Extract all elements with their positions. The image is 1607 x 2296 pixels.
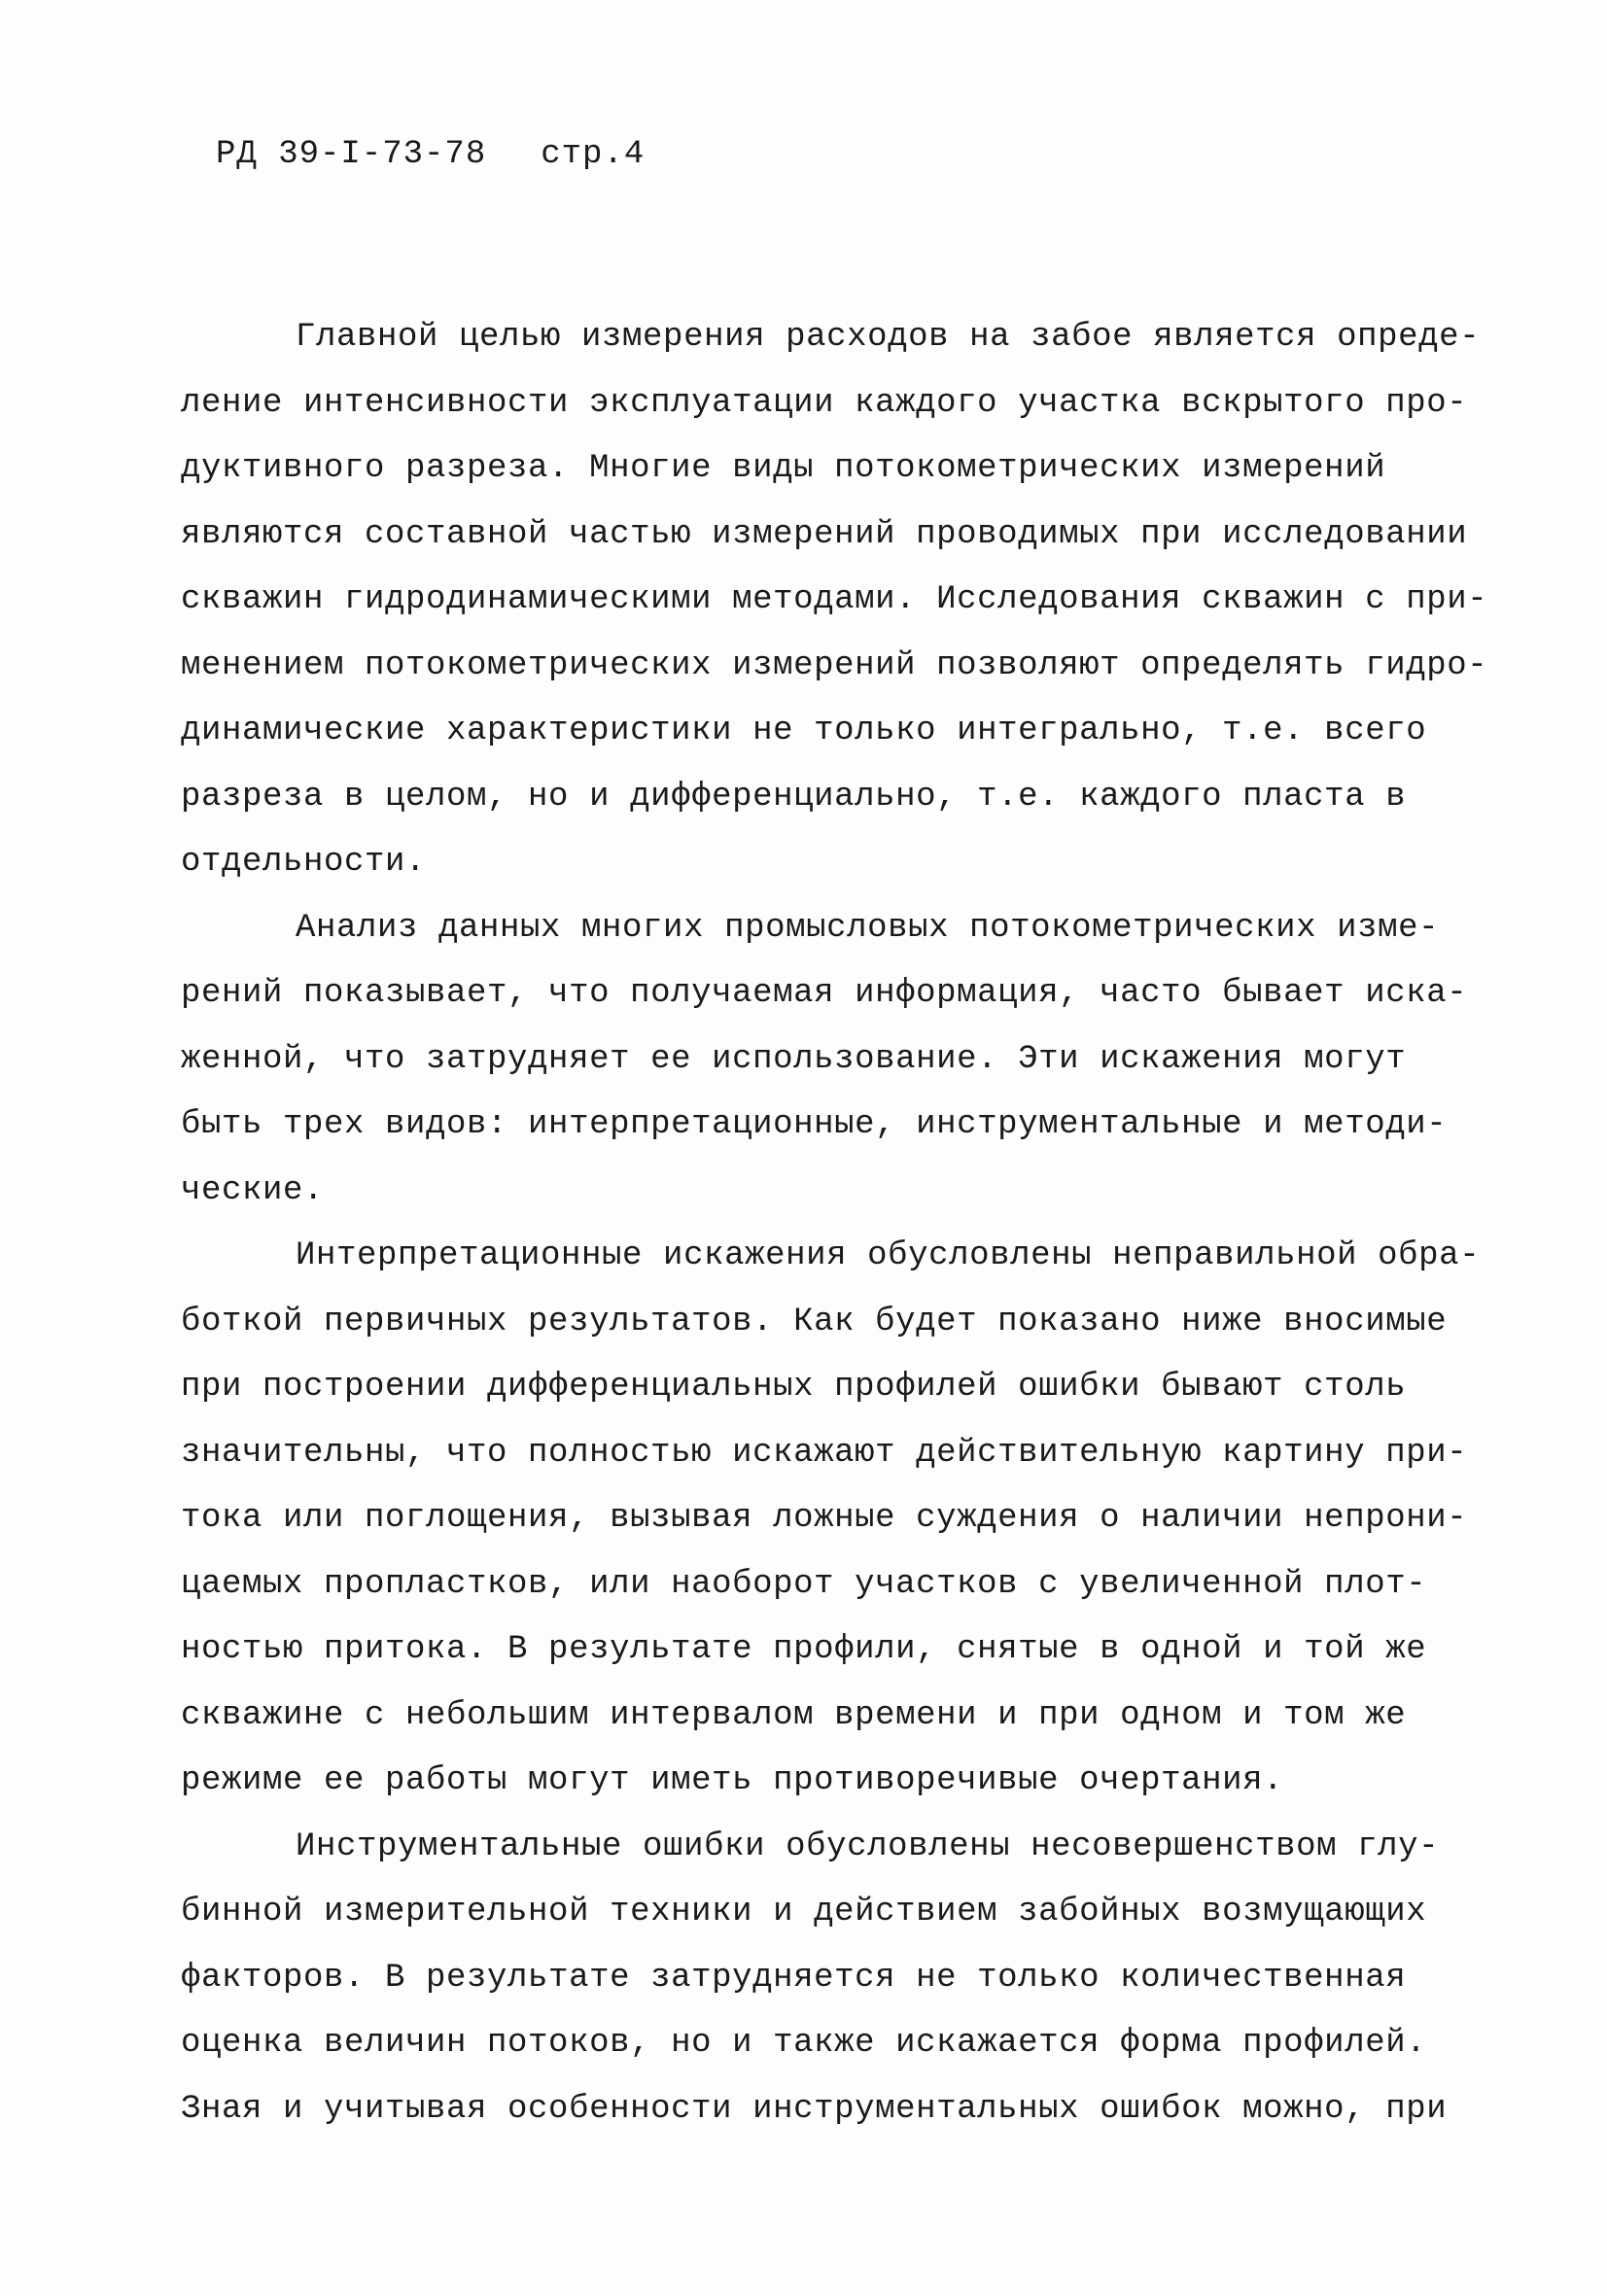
text-line: факторов. В результате затрудняется не только количественная bbox=[181, 1959, 1407, 1997]
text-line: разреза в целом, но и дифференциально, т.е. каждого пласта в bbox=[181, 778, 1407, 816]
text-line: боткой первичных результатов. Как будет показано ниже вносимые bbox=[181, 1303, 1448, 1340]
text-line: быть трех видов: интерпретационные, инструментальные и методи- bbox=[181, 1106, 1448, 1143]
text-line: бинной измерительной техники и действием забойных возмущающих bbox=[181, 1894, 1427, 1931]
text-line: женной, что затрудняет ее использование. Эти искажения могут bbox=[181, 1040, 1407, 1078]
text-line: Инструментальные ошибки обусловлены несовершенством глу- bbox=[296, 1827, 1440, 1865]
text-line: режиме ее работы могут иметь противоречивые очертания. bbox=[181, 1762, 1284, 1799]
text-line: отдельности. bbox=[181, 844, 427, 881]
text-line: ческие. bbox=[181, 1171, 325, 1209]
text-line: Зная и учитывая особенности инструментальных ошибок можно, при bbox=[181, 2090, 1448, 2128]
text-line: Анализ данных многих промысловых потокометрических изме- bbox=[296, 909, 1440, 947]
text-line: скважине с небольшим интервалом времени и при одном и том же bbox=[181, 1696, 1407, 1734]
text-line: оценка величин потоков, но и также искажается форма профилей. bbox=[181, 2025, 1427, 2062]
text-line: тока или поглощения, вызывая ложные суждения о наличии непрони- bbox=[181, 1500, 1468, 1537]
text-line: являются составной частью измерений проводимых при исследовании bbox=[181, 515, 1468, 553]
text-line: значительны, что полностью искажают действительную картину при- bbox=[181, 1434, 1468, 1472]
text-line: скважин гидродинамическими методами. Исследования скважин с при- bbox=[181, 581, 1488, 618]
text-line: ностью притока. В результате профили, снятые в одной и той же bbox=[181, 1631, 1427, 1668]
document-code: РД 39-I-73-78 bbox=[216, 136, 487, 173]
text-line: при построении дифференциальных профилей ошибки бывают столь bbox=[181, 1369, 1407, 1406]
text-line: ление интенсивности эксплуатации каждого участка вскрытого про- bbox=[181, 384, 1468, 422]
page-number: стр.4 bbox=[541, 136, 646, 173]
text-line: Интерпретационные искажения обусловлены неправильной обра- bbox=[296, 1237, 1481, 1274]
text-line: рений показывает, что получаемая информация, часто бывает иска- bbox=[181, 975, 1468, 1012]
text-line: цаемых пропластков, или наоборот участков с увеличенной плот- bbox=[181, 1565, 1427, 1603]
page-header bbox=[216, 136, 645, 173]
text-line: Главной целью измерения расходов на забое является опреде- bbox=[296, 319, 1481, 356]
body-text bbox=[181, 305, 1488, 2142]
text-line: дуктивного разреза. Многие виды потокометрических измерений bbox=[181, 450, 1386, 487]
text-line: менением потокометрических измерений позволяют определять гидро- bbox=[181, 646, 1488, 684]
text-line: динамические характеристики не только интегрально, т.е. всего bbox=[181, 713, 1427, 749]
